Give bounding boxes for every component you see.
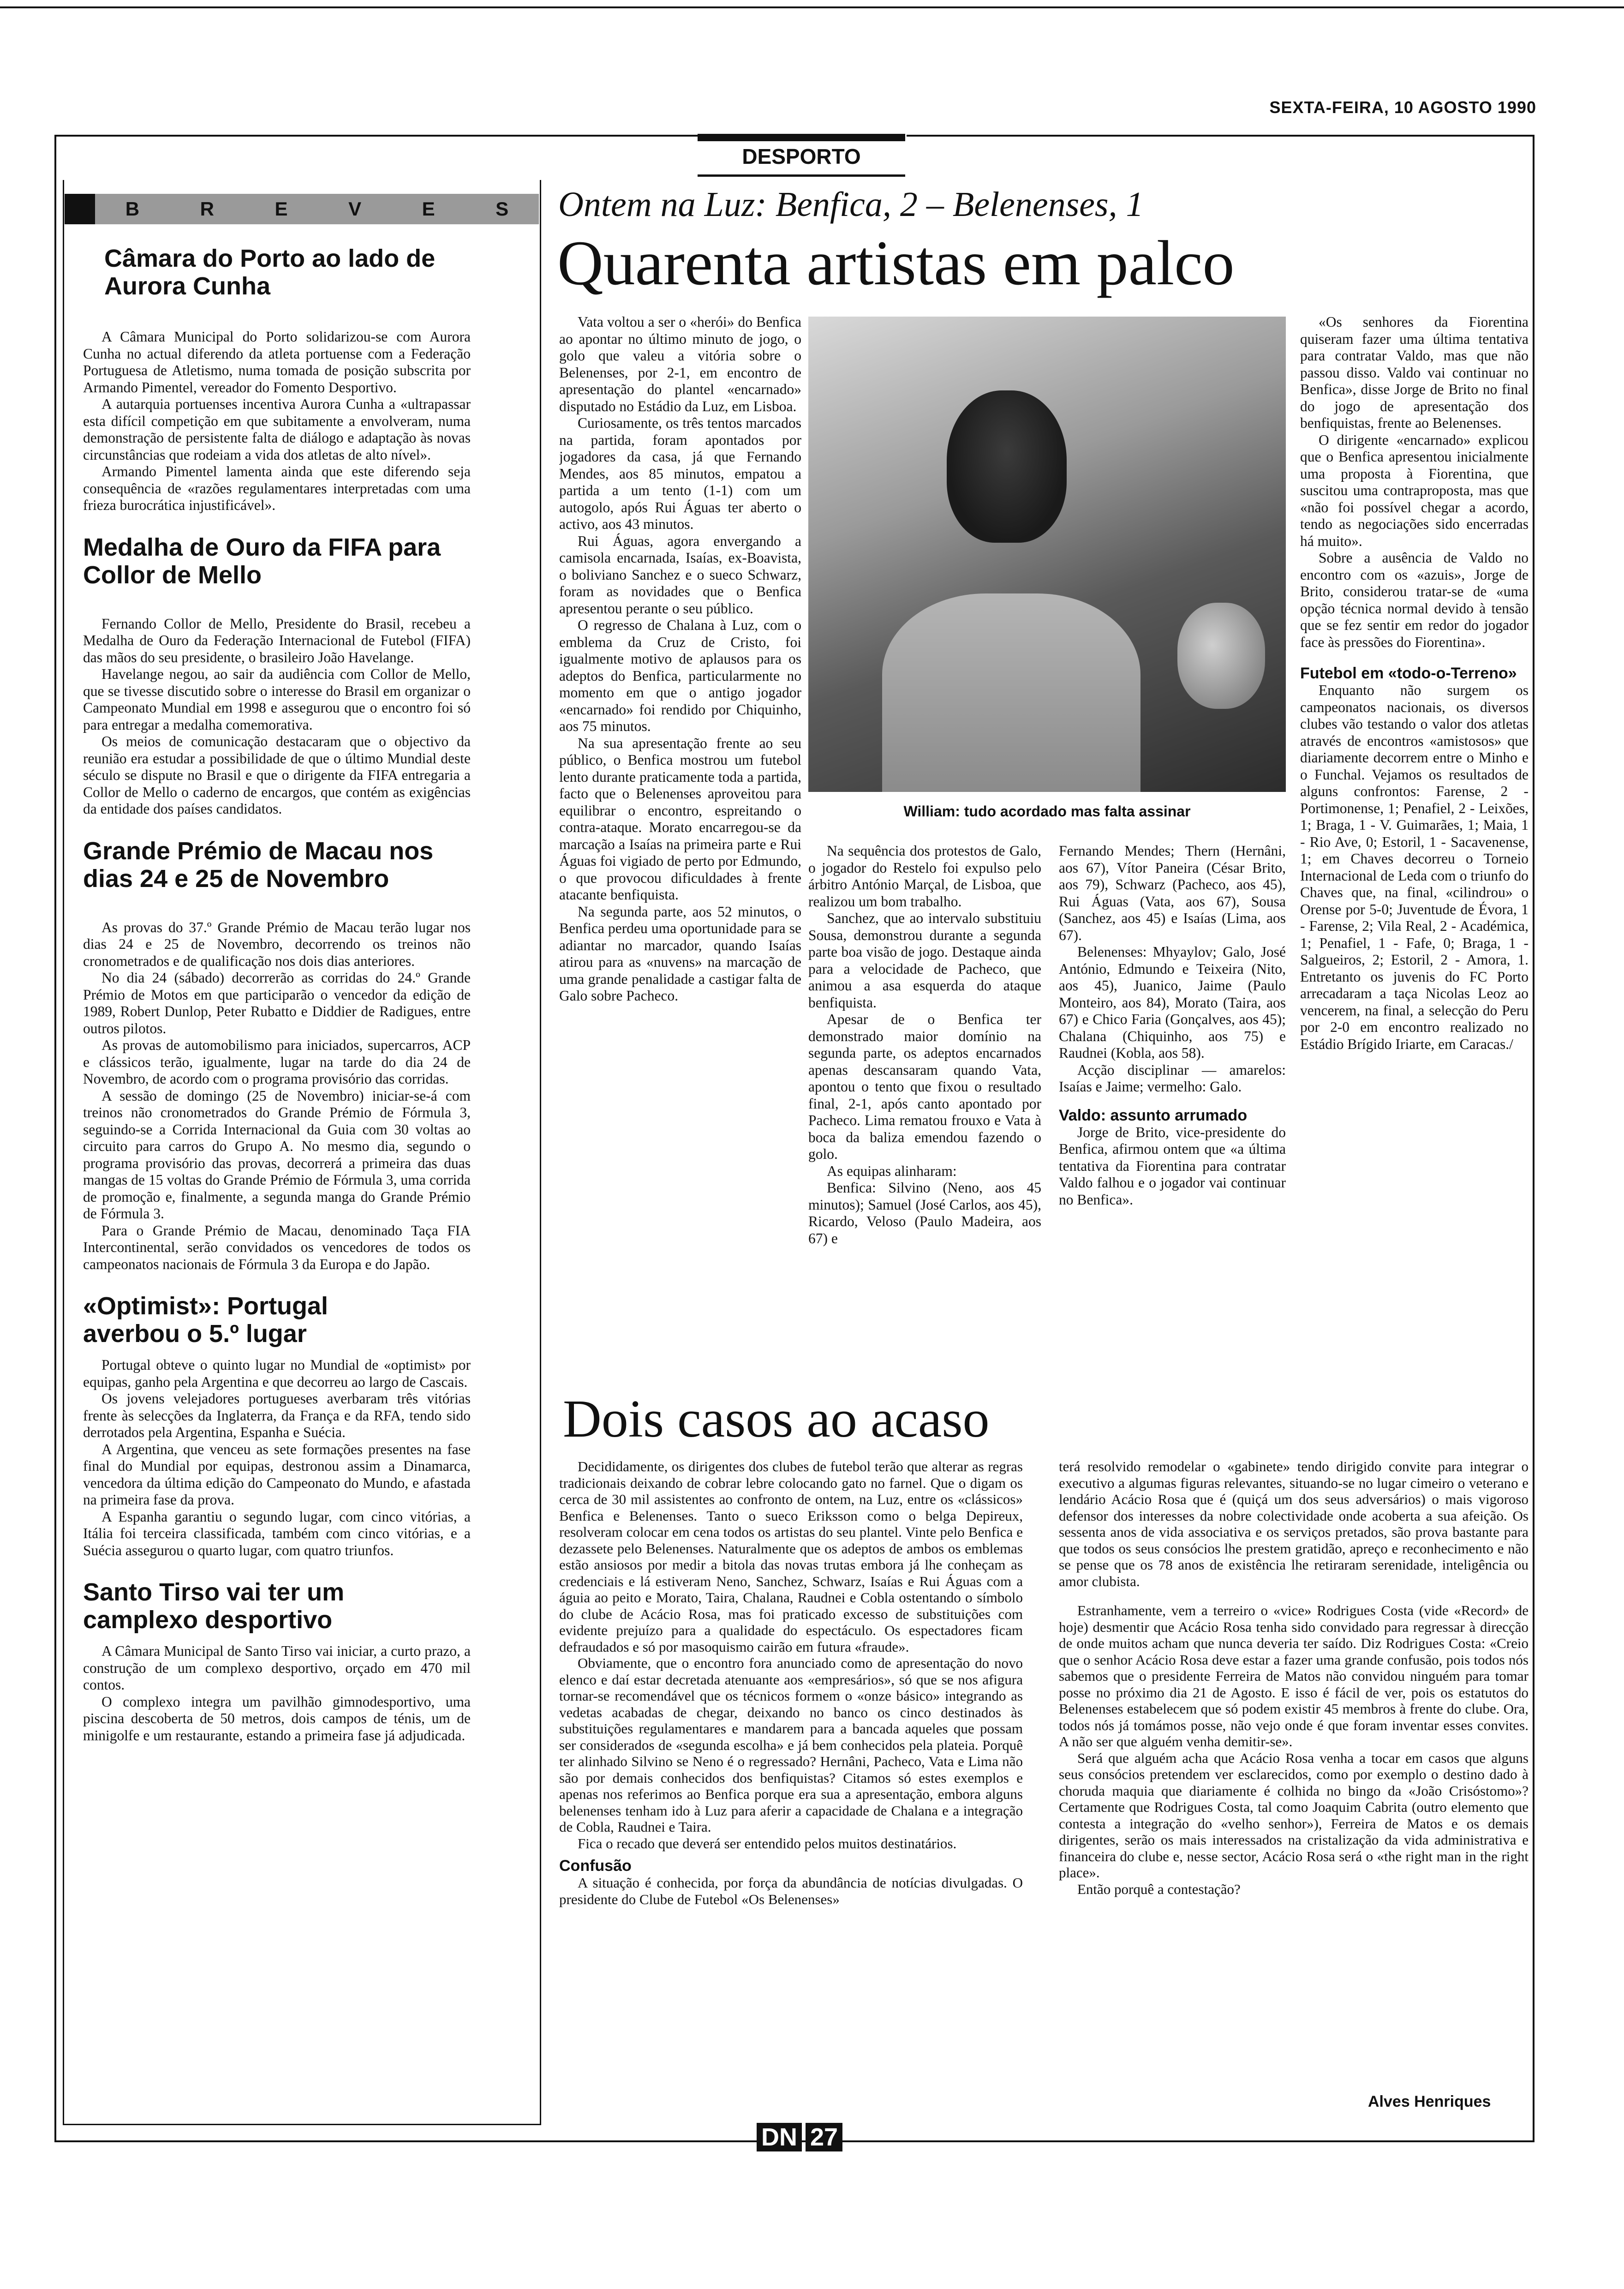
paragraph: Vata voltou a ser o «herói» do Benfica ao apontar no último minuto de jogo, o golo que valeu a vitória sobre o Belenenses, por 2-1, em encontro de apresentação do plantel «encarnado» disputado no Estádio da Luz, em Lisboa. xyxy=(559,314,801,414)
newspaper-logo: DN xyxy=(757,2123,802,2151)
paragraph: Na segunda parte, aos 52 minutos, o Benfica perdeu uma oportunidade para se adiantar no marcador, quando Isaías atirou para as «nuvens» na marcação de uma grande penalidade a castigar falta de Galo sobre Pacheco. xyxy=(559,903,801,1004)
paragraph: Fernando Mendes; Thern (Hernâni, aos 67), Vítor Paneira (César Brito, aos 79), Schwarz (Pacheco, aos 45), Rui Águas (Vata, aos 67), Sousa (Sanchez, aos 45) e Isaías (Lima, aos 67). xyxy=(1059,843,1286,943)
face-shape xyxy=(947,390,1067,543)
breves-column-right xyxy=(540,180,541,2125)
paragraph: Será que alguém acha que Acácio Rosa venha a tocar em casos que alguns seus consócios pretendem ver esclarecidos, como por exemplo o destino dado à choruda maquia que diariamente é colhida no bingo da «João Crisóstomo»? Certamente que Rodrigues Costa, tal como Joaquim Cabrita (outro elemento que contesta a integração do «velho senhor»), Ferreira de Matos e os demais dirigentes, serão os mais interessados na cristalização da vida administrativa e financeira do clube e, nesse sector, Acácio Rosa será o «the right man in the right place». xyxy=(1059,1750,1528,1881)
breves-letter: B xyxy=(125,198,140,220)
paragraph: Obviamente, que o encontro fora anunciado como de apresentação do novo elenco e daí estar decretada atenuante aos «empresários», só que se nos afigura tornar-se recomendável que os técnicos formem o «onze básico» integrando as vedetas acabadas de chegar, deixando no banco os cinco destinados às substituições regulamentares e mandarem para a bancada aqueles que possam ser considerados de «segunda escolha» e já bem conhecidos pela plateia. Porquê ter alinhado Silvino se Neno é o regressado? Hernâni, Pacheco, Vata e Lima não são por demais conhecidos dos benfiquistas? Citamos só estes exemplos e apenas nos referimos ao Benfica porque era sua a apresentação, embora alguns belenenses tenham ido à Luz para aferir a capacidade de Chalana e a integração de Cobla, Raudnei e Taira. xyxy=(559,1655,1023,1835)
breves-letter: R xyxy=(200,198,214,220)
paragraph: A Câmara Municipal do Porto solidarizou-se com Aurora Cunha no actual diferendo da atleta portuense com a Federação Portuguesa de Atletismo, numa tomada de posição subscrita por Armando Pimentel, vereador do Fomento Desportivo. xyxy=(83,329,471,395)
subheading: Confusão xyxy=(559,1857,632,1875)
paragraph: Benfica: Silvino (Neno, aos 45 minutos); Samuel (José Carlos, aos 45), Ricardo, Veloso (Paulo Madeira, aos 67) e xyxy=(808,1180,1041,1246)
paragraph: Enquanto não surgem os campeonatos nacionais, os diversos clubes vão testando o valor dos atletas através de encontros «amistosos» que diariamente decorrem entre o Minho e o Funchal. Vejamos os resultados de alguns confrontos: Farense, 2 - Portimonense, 1; Penafiel, 2 - Leixões, 1; Braga, 1 - V. Guimarães, 1; Maia, 1 - Rio Ave, 0; Estoril, 1 - Sacavenense, 1; em Chaves decorreu o Torneio Internacional de Leda com o triunfo do Chaves que, na final, «cilindrou» o Orense por 5-0; Juventude de Évora, 1 - Farense, 2; Vila Real, 2 - Académica, 1; Penafiel, 1 - Fafe, 0; Braga, 1 - Salgueiros, 2; Estoril, 2 - Amora, 1. Entretanto os juvenis do FC Porto arrecadaram a taça Nicolas Leoz ao vencerem, na final, a selecção do Peru por 2-0 em encontro realizado no Estádio Brígido Iriarte, em Caracas./ xyxy=(1300,682,1528,1052)
section-bar xyxy=(698,134,905,141)
paragraph: Curiosamente, os três tentos marcados na partida, foram apontados por jogadores da casa, já que Fernando Mendes, aos 85 minutos, empatou a partida a um tento (1-1) com um autogolo, após Rui Águas ter aberto o activo, aos 43 minutos. xyxy=(559,415,801,532)
paragraph: Na sequência dos protestos de Galo, o jogador do Restelo foi expulso pelo árbitro António Marçal, de Lisboa, que realizou um bom trabalho. xyxy=(808,843,1041,910)
brief-headline: Medalha de Ouro da FIFA para Collor de Mello xyxy=(83,533,441,589)
photo-caption: William: tudo acordado mas falta assinar xyxy=(903,803,1191,820)
section-underline xyxy=(698,174,905,177)
paragraph: A Espanha garantiu o segundo lugar, com cinco vitórias, a Itália foi terceira classificada, também com cinco vitórias, e a Suécia assegurou o quarto lugar, com quatro triunfos. xyxy=(83,1508,471,1558)
breves-letter: V xyxy=(348,198,362,220)
article-headline: Quarenta artistas em palco xyxy=(557,228,1235,298)
breves-list xyxy=(83,245,471,2109)
paragraph: Rui Águas, agora envergando a camisola encarnada, Isaías, ex-Boavista, o boliviano Sanchez e o sueco Schwarz, foram as novidades que o Benfica apresentou perante o seu público. xyxy=(559,533,801,617)
paragraph: A sessão de domingo (25 de Novembro) iniciar-se-á com treinos não cronometrados do Grande Prémio de Fórmula 3, seguindo-se a Corrida Internacional da Guia com 30 voltas ao circuito para carros do Grupo A. No mesmo dia, segundo o programa provisório das provas, decorrerá a primeira das duas mangas de 15 voltas do Grande Prémio de Fórmula 3, uma corrida de promoção e, finalmente, a segunda manga do Grande Prémio de Fórmula 3. xyxy=(83,1087,471,1222)
paragraph: O dirigente «encarnado» explicou que o Benfica apresentou inicialmente uma proposta à Fiorentina, que suscitou uma contraproposta, mas que «não foi possível chegar a acordo, tendo as negociações sido encerradas há muito». xyxy=(1300,431,1528,549)
main-col-3 xyxy=(1059,843,1286,1378)
brief-item xyxy=(83,245,471,514)
paragraph: As provas do 37.º Grande Prémio de Macau terão lugar nos dias 24 e 25 de Novembro, decorrendo os treinos não cronometrados e de qualificação nos dois dias anteriores. xyxy=(83,919,471,969)
background-figure xyxy=(1177,603,1265,709)
paragraph: A situação é conhecida, por força da abundância de notícias divulgadas. O presidente do Clube de Futebol «Os Belenenses» xyxy=(559,1875,1023,1907)
brief-item xyxy=(83,533,471,818)
paragraph: Estranhamente, vem a terreiro o «vice» Rodrigues Costa (vide «Record» de hoje) desmentir que Acácio Rosa tenha sido convidado para regressar à direcção de onde muitos acham que nunca deveria ter saído. Diz Rodrigues Costa: «Creio que o senhor Acácio Rosa deve estar a fazer uma grande confusão, pois todos nós sabemos que o presidente Ferreira de Matos não convidou ninguém para tomar posse no próximo dia 21 de Agosto. E isso é fácil de ver, pois os estatutos do Belenenses estabelecem que só podem existir 45 membros à frente do clube. Ora, todos nós já tomámos posse, não vejo onde é que foram inventar esses convites. A não ser que alguém venha demitir-se». xyxy=(1059,1602,1528,1750)
paragraph: As provas de automobilismo para iniciados, supercarros, ACP e clássicos terão, igualmente, lugar na tarde do dia 24 de Novembro, de acordo com o programa provisório das corridas. xyxy=(83,1037,471,1087)
second-col-1 xyxy=(559,1458,1023,2125)
paragraph: Jorge de Brito, vice-presidente do Benfica, afirmou ontem que «a última tentativa da Fiorentina para contratar Valdo falhou e o jogador vai continuar no Benfica». xyxy=(1059,1124,1286,1208)
frame-right xyxy=(1533,135,1534,2142)
brief-body xyxy=(83,616,471,818)
paragraph: A Argentina, que venceu as sete formações presentes na fase final do Mundial por equipas, destronou assim a Dinamarca, vencedora da última edição do Campeonato do Mundo, e afastada na primeira fase da prova. xyxy=(83,1441,471,1508)
main-col-1 xyxy=(559,314,801,1444)
paragraph: No dia 24 (sábado) decorrerão as corridas do 24.º Grande Prémio de Motos em que participarão o vencedor da edição de 1989, Robert Dunlop, Peter Rubatto e Diddier de Radigues, entre outros pilotos. xyxy=(83,970,471,1037)
brief-body xyxy=(83,1643,471,1744)
frame-top-left xyxy=(54,135,723,137)
second-col-2 xyxy=(1059,1458,1528,2111)
paragraph: Armando Pimentel lamenta ainda que este diferendo seja consequência de «razões regulamentares interpretadas com uma frieza burocrática injustificável». xyxy=(83,463,471,513)
brief-body xyxy=(83,329,471,514)
breves-column-bottom xyxy=(63,2124,541,2125)
paragraph: terá resolvido remodelar o «gabinete» tendo dirigido convite para integrar o executivo a algumas figuras relevantes, situando-se no lugar cimeiro o veterano e lendário Acácio Rosa que é (quiçá um dos seus adversários) o mais vigoroso defensor dos interesses da nobre colectividade onde acoberta a sua afeição. Os sessenta anos de vida associativa e os serviços pretados, são prova bastante para que todos os seus consócios lhe prestem gratidão, apreço e reconhecimento e não se pense que os 78 anos de existência lhe retiraram serenidade, inteligência ou amor clubista. xyxy=(1059,1458,1528,1589)
paragraph: Para o Grande Prémio de Macau, denominado Taça FIA Intercontinental, serão convidados os vencedores de todos os campeonatos nacionais de Fórmula 3 da Europa e do Japão. xyxy=(83,1222,471,1272)
paragraph: Apesar de o Benfica ter demonstrado maior domínio na segunda parte, os adeptos encarnados apenas descansaram quando Vata, apontou o tento que fixou o resultado final, 2-1, após canto apontado por Pacheco. Lima rematou frouxo e Vata à boca da baliza emendou fazendo o golo. xyxy=(808,1011,1041,1162)
article-kicker: Ontem na Luz: Benfica, 2 – Belenenses, 1 xyxy=(558,185,1144,224)
shirt-shape xyxy=(882,593,1140,792)
paragraph: Acção disciplinar — amarelos: Isaías e Jaime; vermelho: Galo. xyxy=(1059,1061,1286,1095)
brief-item xyxy=(83,837,471,1273)
paragraph: Sanchez, que ao intervalo substituiu Sousa, demonstrou durante a segunda parte boa visão de jogo. Destaque ainda para a velocidade de Pacheco, que animou a asa esquerda do ataque benfiquista. xyxy=(808,910,1041,1011)
byline: Alves Henriques xyxy=(1368,2093,1491,2110)
paragraph: Fernando Collor de Mello, Presidente do Brasil, recebeu a Medalha de Ouro da Federação Internacional de Futebol (FIFA) das mãos do seu presidente, o brasileiro João Havelange. xyxy=(83,615,471,665)
brief-headline: Grande Prémio de Macau nos dias 24 e 25 de Novembro xyxy=(83,837,434,893)
brief-item xyxy=(83,1578,471,1744)
main-col-4 xyxy=(1300,314,1528,1389)
breves-letter: S xyxy=(496,198,509,220)
brief-body xyxy=(83,919,471,1273)
paragraph: A autarquia portuenses incentiva Aurora Cunha a «ultrapassar esta difícil competição em que subitamente a envolveram, numa demonstração de persistente falta de diálogo e adaptação às novas circunstâncias que rodeiam a vida dos atletas de alto nível». xyxy=(83,396,471,463)
section-label: DESPORTO xyxy=(742,144,861,168)
breves-column-left xyxy=(63,180,64,2125)
paragraph: Belenenses: Mhyaylov; Galo, José António, Edmundo e Teixeira (Nito, aos 45), Juanico, Jaime (Paulo Monteiro, aos 84), Morato (Taira, aos 67) e Chico Faria (Gonçalves, aos 45); Chalana (Chiquinho, aos 75) e Raudnei (Kobla, aos 58). xyxy=(1059,944,1286,1061)
frame-left xyxy=(54,135,56,2142)
paragraph: A Câmara Municipal de Santo Tirso vai iniciar, a curto prazo, a construção de um complexo desportivo, orçado em 470 mil contos. xyxy=(83,1643,471,1693)
page-footer xyxy=(757,2123,842,2151)
page-number: 27 xyxy=(806,2123,842,2151)
brief-headline: Santo Tirso vai ter um camplexo desportivo xyxy=(83,1578,345,1634)
player-photo xyxy=(808,317,1286,792)
paragraph: Havelange negou, ao sair da audiência com Collor de Mello, que se tivesse discutido sobre o interesse do Brasil em organizar o Campeonato Mundial em 1998 e assegurou que o encontro foi só para entregar a medalha comemorativa. xyxy=(83,666,471,733)
breves-letters xyxy=(95,198,539,220)
breves-letter: E xyxy=(275,198,288,220)
paragraph: Na sua apresentação frente ao seu público, o Benfica mostrou um futebol lento durante praticamente toda a partida, facto que o Belenenses aproveitou para equilibrar o encontro, espreitando o contra-ataque. Morato encarregou-se da marcação a Isaías na primeira parte e Rui Águas foi vigiado de perto por Edmundo, o que provocou dificuldades à frente atacante benfiquista. xyxy=(559,735,801,903)
brief-item xyxy=(83,1292,471,1559)
main-col-2 xyxy=(808,843,1041,1378)
paragraph: Então porquê a contestação? xyxy=(1077,1881,1241,1897)
paragraph: Portugal obteve o quinto lugar no Mundial de «optimist» por equipas, ganho pela Argentina e que decorreu ao largo de Cascais. xyxy=(83,1357,471,1390)
breves-banner xyxy=(65,194,539,224)
paragraph: Os meios de comunicação destacaram que o objectivo da reunião era estudar a possibilidade de que o último Mundial deste século se dispute no Brasil e que o dirigente da FIFA entregaria a Collor de Mello o caderno de encargos, que contém as exigências da entidade dos países candidatos. xyxy=(83,733,471,817)
dateline: SEXTA-FEIRA, 10 AGOSTO 1990 xyxy=(1269,98,1536,117)
paragraph: O complexo integra um pavilhão gimnodesportivo, uma piscina descoberta de 50 metros, dois campos de ténis, um de minigolfe e um restaurante, estando a primeira fase já adjudicada. xyxy=(83,1693,471,1744)
paragraph: O regresso de Chalana à Luz, com o emblema da Cruz de Cristo, foi igualmente motivo de aplausos para os adeptos do Benfica, particularmente no momento em que o antigo jogador «encarnado» foi rendido por Chiquinho, aos 75 minutos. xyxy=(559,617,801,734)
top-rule xyxy=(0,6,1624,8)
brief-headline: Câmara do Porto ao lado de Aurora Cunha xyxy=(104,245,436,300)
subheading: Futebol em «todo-o-Terreno» xyxy=(1300,665,1517,682)
paragraph: Os jovens velejadores portugueses averbaram três vitórias frente às selecções da Inglaterra, da França e da RFA, tendo sido derrotados pela Argentina, Espanha e Suécia. xyxy=(83,1390,471,1440)
paragraph: Fica o recado que deverá ser entendido pelos muitos destinatários. xyxy=(578,1835,957,1852)
paragraph: Sobre a ausência de Valdo no encontro com os «azuis», Jorge de Brito, considerou tratar-se de «uma opção técnica normal devido à tensão que se fez sentir em redor do jogador face às pressões do Fiorentina». xyxy=(1300,550,1528,650)
frame-top-right xyxy=(907,135,1534,137)
brief-headline: «Optimist»: Portugal averbou o 5.º lugar xyxy=(83,1292,328,1348)
paragraph: As equipas alinharam: xyxy=(827,1162,957,1179)
second-headline: Dois casos ao acaso xyxy=(563,1390,990,1449)
breves-square xyxy=(65,194,95,224)
breves-letter: E xyxy=(422,198,435,220)
paragraph: «Os senhores da Fiorentina quiseram fazer uma última tentativa para contratar Valdo, mas que não passou disso. Valdo vai continuar no Benfica», disse Jorge de Brito no final do jogo de apresentação dos benfiquistas, frente ao Belenenses. xyxy=(1300,314,1528,431)
brief-body xyxy=(83,1357,471,1559)
subheading: Valdo: assunto arrumado xyxy=(1059,1106,1248,1124)
paragraph: Decididamente, os dirigentes dos clubes de futebol terão que alterar as regras tradicionais deixando de cobrar lebre colocando gato no farnel. Que o digam os cerca de 30 mil assistentes ao confronto de ontem, na Luz, entre os «clássicos» Benfica e Belenenses. Tanto o sueco Eriksson como o belga Depireux, resolveram colocar em cena todos os artistas do seu plantel. Vinte pelo Benfica e dezassete pelo Belenenses. Naturalmente que os adeptos de ambos os emblemas estão ansiosos por medir a bitola das novas trutas embora já lhe conheçam as credenciais e lá estiveram Neno, Sanchez, Schwarz, Isaías e Rui Águas com a águia ao peito e Morato, Taira, Chalana, Raudnei e Cobla ostentando o símbolo do clube de Acácio Rosa, mas foi praticado excesso de substituições com evidente prejuízo para a qualidade do espectáculo. Os espectadores ficam defraudados e só por masoquismo cairão em futura «fraude». xyxy=(559,1458,1023,1655)
